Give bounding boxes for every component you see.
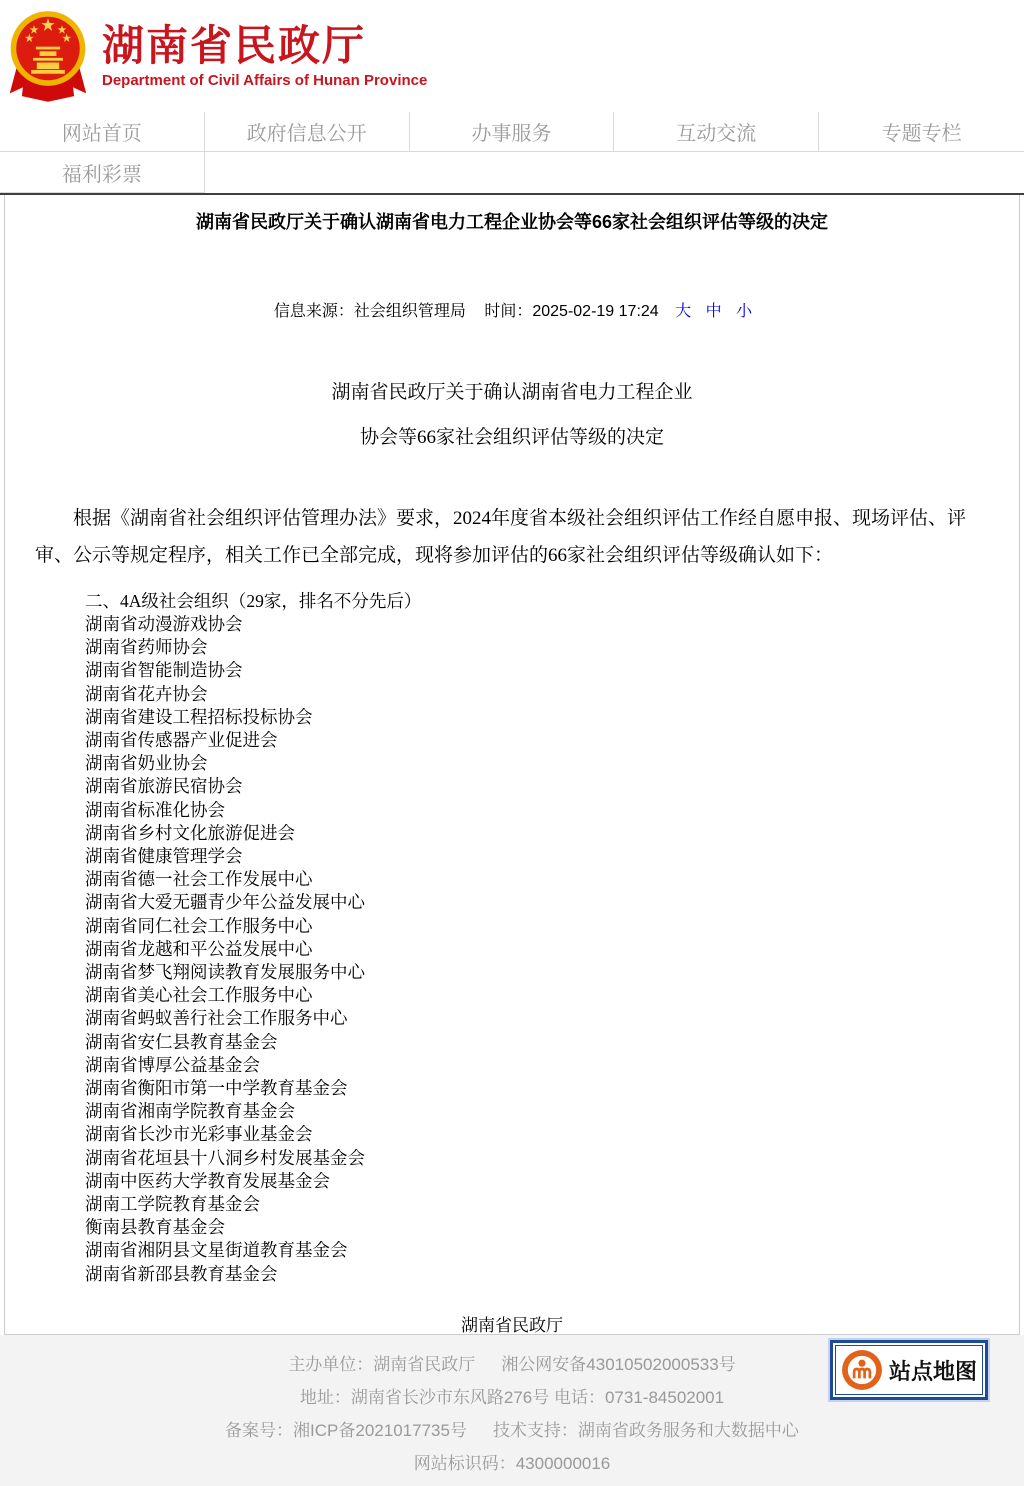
org-list-item: 湖南省智能制造协会 [85,660,243,681]
font-size-large-link[interactable]: 大 [675,303,692,320]
org-list-item: 湖南省花卉协会 [85,683,208,704]
nav-item-home[interactable]: 网站首页 [0,112,205,151]
nav-item-gov-info[interactable]: 政府信息公开 [205,112,410,151]
site-header [0,0,1024,112]
site-brand [102,23,427,89]
article-title: 湖南省民政厅关于确认湖南省电力工程企业协会等66家社会组织评估等级的决定 [195,212,829,232]
org-list-item: 湖南省建设工程招标投标协会 [85,706,313,727]
nav-row-secondary [0,152,1024,193]
org-list-item: 湖南省博厚公益基金会 [85,1054,260,1075]
org-list-item: 湖南省梦飞翔阅读教育发展服务中心 [85,962,365,983]
sitemap-button[interactable] [830,1340,988,1400]
org-list-item: 湖南省药师协会 [85,637,208,658]
document-title-line1: 湖南省民政厅关于确认湖南省电力工程企业 [331,382,693,403]
sitemap-label: 站点地图 [888,1358,977,1384]
font-size-medium-link[interactable]: 中 [705,303,722,320]
article-paragraph: 根据《湖南省社会组织评估管理办法》要求，2024年度省本级社会组织评估工作经自愿申报、现场评估、评审、公示等规定程序，相关工作已全部完成，现将参加评估的66家社会组织评估等级确认如下： [35,508,967,566]
org-list-item: 湖南省美心社会工作服务中心 [85,985,313,1006]
org-list-item: 湖南中医药大学教育发展基金会 [85,1170,330,1191]
article-container [4,195,1020,1335]
article-time: 时间：2025-02-19 17:24 [484,303,659,320]
org-list-item: 湖南省传感器产业促进会 [85,730,278,751]
org-list-item: 湖南省安仁县教育基金会 [85,1031,278,1052]
org-list-item: 湖南省龙越和平公益发展中心 [85,938,313,959]
org-list-item: 湖南省蚂蚁善行社会工作服务中心 [85,1008,348,1029]
nav-item-welfare-lottery[interactable]: 福利彩票 [0,152,205,193]
signature-org: 湖南省民政厅 [461,1315,563,1335]
org-list-item: 湖南省湘阴县文星街道教育基金会 [85,1240,348,1261]
footer-host-org: 主办单位：湖南省民政厅 [288,1355,476,1374]
civil-affairs-logo-icon [841,1349,883,1391]
org-list-item: 湖南省大爱无疆青少年公益发展中心 [85,892,365,913]
org-list-item: 湖南省长沙市光彩事业基金会 [85,1124,313,1145]
org-list-item: 湖南省乡村文化旅游促进会 [85,822,295,843]
org-list-item: 湖南省健康管理学会 [85,846,243,867]
site-title-en: Department of Civil Affairs of Hunan Province [102,72,428,89]
org-list-item: 湖南省旅游民宿协会 [85,776,243,797]
nav-item-special-topics[interactable]: 专题专栏 [819,112,1024,151]
org-list-item: 湖南省德一社会工作发展中心 [85,869,313,890]
org-section [85,590,989,1286]
footer-icp-number: 备案号：湘ICP备2021017735号 [225,1421,467,1440]
nav-item-interaction[interactable]: 互动交流 [614,112,819,151]
org-list-item: 湖南省动漫游戏协会 [85,614,243,634]
footer-police-record: 湘公网安备43010502000533号 [501,1355,736,1374]
org-list-item: 湖南工学院教育基金会 [85,1194,260,1215]
org-list-item: 湖南省奶业协会 [85,753,208,774]
org-list-item: 湖南省标准化协会 [85,799,225,820]
nav-row-primary [0,112,1024,152]
footer-line-site-code: 网站标识码：4300000016 [413,1454,611,1473]
article-meta [35,298,989,321]
org-list-item: 湖南省湘南学院教育基金会 [85,1101,295,1122]
document-title [35,370,989,460]
footer-tech-support: 技术支持：湖南省政务服务和大数据中心 [492,1421,799,1440]
org-list-item: 湖南省同仁社会工作服务中心 [85,915,313,936]
article-source: 信息来源：社会组织管理局 [273,303,466,320]
font-size-small-link[interactable]: 小 [736,303,753,320]
site-title: 湖南省民政厅 [102,22,367,69]
site-footer [0,1335,1024,1486]
org-list-item: 衡南县教育基金会 [85,1217,225,1238]
org-list [85,613,989,1286]
footer-line-icp [0,1414,1024,1447]
org-list-item: 湖南省花垣县十八洞乡村发展基金会 [85,1147,365,1168]
org-section-heading: 二、4A级社会组织（29家，排名不分先后） [85,591,422,611]
national-emblem-icon [6,8,90,104]
main-nav [0,112,1024,193]
org-list-item: 湖南省衡阳市第一中学教育基金会 [85,1078,348,1099]
footer-line-address: 地址：湖南省长沙市东风路276号 电话：0731-84502001 [299,1388,725,1407]
document-title-line2: 协会等66家社会组织评估等级的决定 [359,427,664,448]
sitemap-button-inner [835,1345,983,1395]
nav-item-services[interactable]: 办事服务 [410,112,615,151]
org-list-item: 湖南省新邵县教育基金会 [85,1263,278,1284]
